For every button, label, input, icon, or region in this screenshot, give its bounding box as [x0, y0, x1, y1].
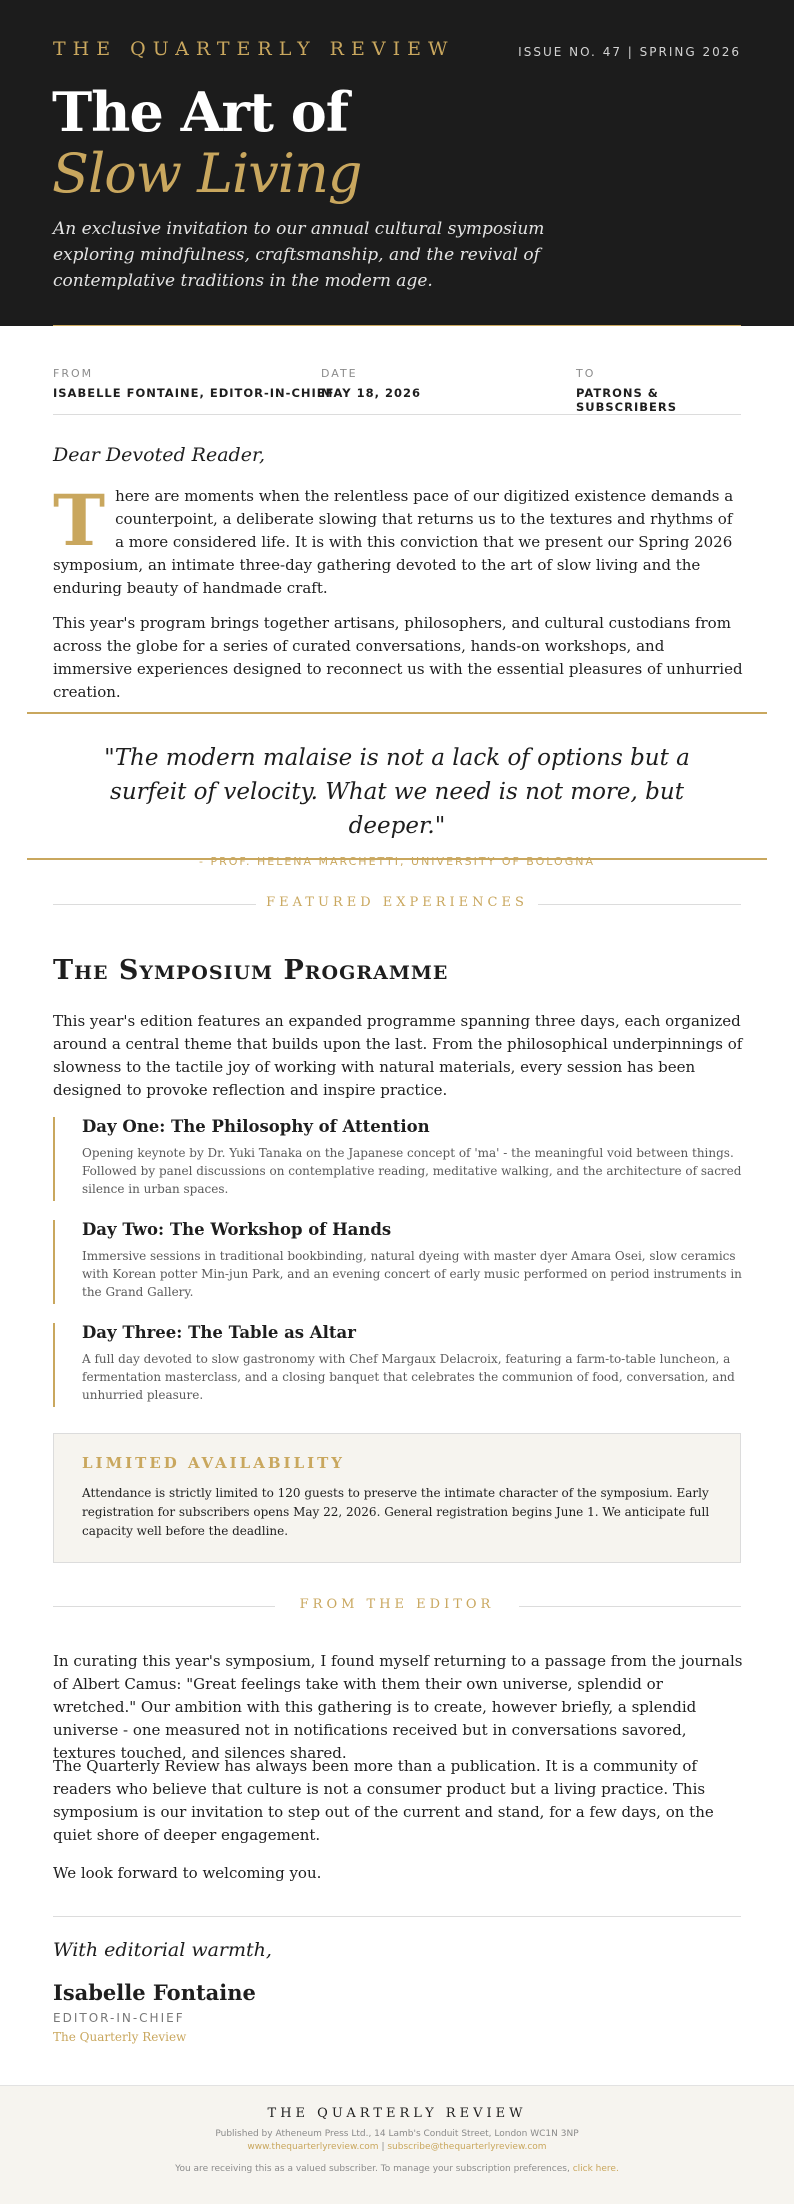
footer-email-link[interactable]: subscribe@thequarterlyreview.com	[387, 2142, 547, 2152]
footer-subscription-note	[0, 2164, 794, 2174]
hero-title-line1: The Art of	[52, 80, 348, 144]
day-1-title: Day One: The Philosophy of Attention	[82, 1117, 430, 1136]
salutation: Dear Devoted Reader,	[53, 444, 265, 466]
programme-day-3	[53, 1323, 743, 1407]
meta-from	[53, 367, 335, 400]
footer-address: Published by Atheneum Press Ltd., 14 Lamb's Conduit Street, London WC1N 3NP	[215, 2129, 579, 2139]
callout-text: Attendance is strictly limited to 120 guests to preserve the intimate character of the symposium. Early registration for subscribers opens May 22, 2026. General registration begins June 1. We anticipate full capacity well before the deadline.	[82, 1486, 710, 1538]
signature-role: EDITOR-IN-CHIEF	[53, 2011, 185, 2025]
brand-masthead: THE QUARTERLY REVIEW	[53, 38, 455, 60]
meta-date-value: MAY 18, 2026	[321, 386, 421, 400]
signature-divider	[53, 1916, 741, 1917]
day-3-title: Day Three: The Table as Altar	[82, 1323, 356, 1342]
intro-paragraph-2: This year's program brings together artisans, philosophers, and cultural custodians from across the globe for a series of curated conversations, hands-on workshops, and immersive experiences designed to reconnect us with the essential pleasures of unhurried creation.	[53, 614, 743, 701]
hero-header	[0, 0, 794, 326]
day-2-title: Day Two: The Workshop of Hands	[82, 1220, 392, 1239]
programme-title: The Symposium Programme	[53, 955, 449, 986]
dropcap-letter: T	[53, 479, 106, 562]
intro-paragraph-1	[53, 479, 743, 600]
meta-to	[576, 367, 741, 414]
footer-note-text: You are receiving this as a valued subscriber. To manage your subscription preferences,	[175, 2164, 570, 2174]
hero-lede: An exclusive invitation to our annual cultural symposium exploring mindfulness, craftsmanship, and the revival of contemplative traditions in the modern age.	[53, 219, 545, 291]
meta-date-label: DATE	[321, 367, 358, 380]
editor-paragraph-2: The Quarterly Review has always been more than a publication. It is a community of readers who believe that culture is not a consumer product but a living practice. This symposium is our invitation to step out of the current and stand, for a few days, on the quiet shore of deeper engagement.	[53, 1757, 714, 1844]
letter-meta	[53, 367, 741, 414]
editor-paragraph-1: In curating this year's symposium, I found myself returning to a passage from the journals of Albert Camus: "Great feelings take with them their own universe, splendid or wretched." Our ambition with this gathering is to create, however briefly, a splendid universe - one measured not in notifications received but in conversations savored, textures touched, and silences shared.	[53, 1652, 743, 1762]
meta-from-label: FROM	[53, 367, 94, 380]
signature-publication: The Quarterly Review	[53, 2030, 187, 2044]
programme-intro: This year's edition features an expanded programme spanning three days, each organized around a central theme that builds upon the last. From the philosophical underpinnings of slowness to the tactile joy of working with natural materials, every session has been designed to provoke reflection and inspire practice.	[53, 1012, 743, 1099]
signature-name: Isabelle Fontaine	[53, 1980, 256, 2005]
footer-brand: THE QUARTERLY REVIEW	[267, 2106, 527, 2121]
section-label-featured-text: FEATURED EXPERIENCES	[266, 895, 528, 910]
footer-link-separator: |	[381, 2142, 385, 2152]
meta-date	[321, 367, 421, 400]
pull-quote-text: "The modern malaise is not a lack of options but a surfeit of velocity. What we need is not more, but deeper."	[104, 745, 690, 839]
meta-divider	[53, 414, 741, 415]
section-label-editor	[53, 1597, 741, 1617]
intro-paragraph-1-text: here are moments when the relentless pace of our digitized existence demands a counterpoint, a deliberate slowing that returns us to the textures and rhythms of a more considered life. It is with this conviction that we present our Spring 2026 symposium, an intimate three-day gathering devoted to the art of slow living and the enduring beauty of handmade craft.	[53, 487, 734, 597]
section-label-featured	[53, 895, 741, 915]
day-3-description: A full day devoted to slow gastronomy with Chef Margaux Delacroix, featuring a farm-to-table luncheon, a fermentation masterclass, and a closing banquet that celebrates the communion of food, conversation, and unhurried pleasure.	[82, 1352, 735, 1402]
meta-to-value: PATRONS & SUBSCRIBERS	[576, 386, 678, 414]
meta-to-label: TO	[576, 367, 596, 380]
footer	[0, 2085, 794, 2204]
meta-from-value: ISABELLE FONTAINE, EDITOR-IN-CHIEF	[53, 386, 335, 400]
callout-title: LIMITED AVAILABILITY	[82, 1454, 345, 1472]
day-2-description: Immersive sessions in traditional bookbinding, natural dyeing with master dyer Amara Osei, slow ceramics with Korean potter Min-jun Park, and an evening concert of early music performed on period instruments in the Grand Gallery.	[82, 1249, 742, 1299]
footer-links	[0, 2142, 794, 2152]
manage-subscription-link[interactable]: click here.	[572, 2164, 619, 2174]
editor-paragraph-3: We look forward to welcoming you.	[53, 1864, 322, 1882]
programme-day-1	[53, 1117, 743, 1201]
closing-line: With editorial warmth,	[53, 1939, 272, 1961]
day-1-description: Opening keynote by Dr. Yuki Tanaka on the Japanese concept of 'ma' - the meaningful void between things. Followed by panel discussions on contemplative reading, meditative walking, and the architecture of sacred silence in urban spaces.	[82, 1146, 742, 1196]
pull-quote-citation: - PROF. HELENA MARCHETTI, UNIVERSITY OF BOLOGNA	[199, 855, 595, 868]
section-label-editor-text: FROM THE EDITOR	[299, 1597, 495, 1612]
pull-quote	[27, 712, 767, 868]
hero-divider	[53, 325, 741, 326]
programme-day-2	[53, 1220, 743, 1304]
availability-callout	[53, 1433, 741, 1563]
issue-number: ISSUE NO. 47 | SPRING 2026	[518, 45, 741, 59]
footer-website-link[interactable]: www.thequarterlyreview.com	[247, 2142, 379, 2152]
hero-title-line2: Slow Living	[52, 142, 362, 205]
